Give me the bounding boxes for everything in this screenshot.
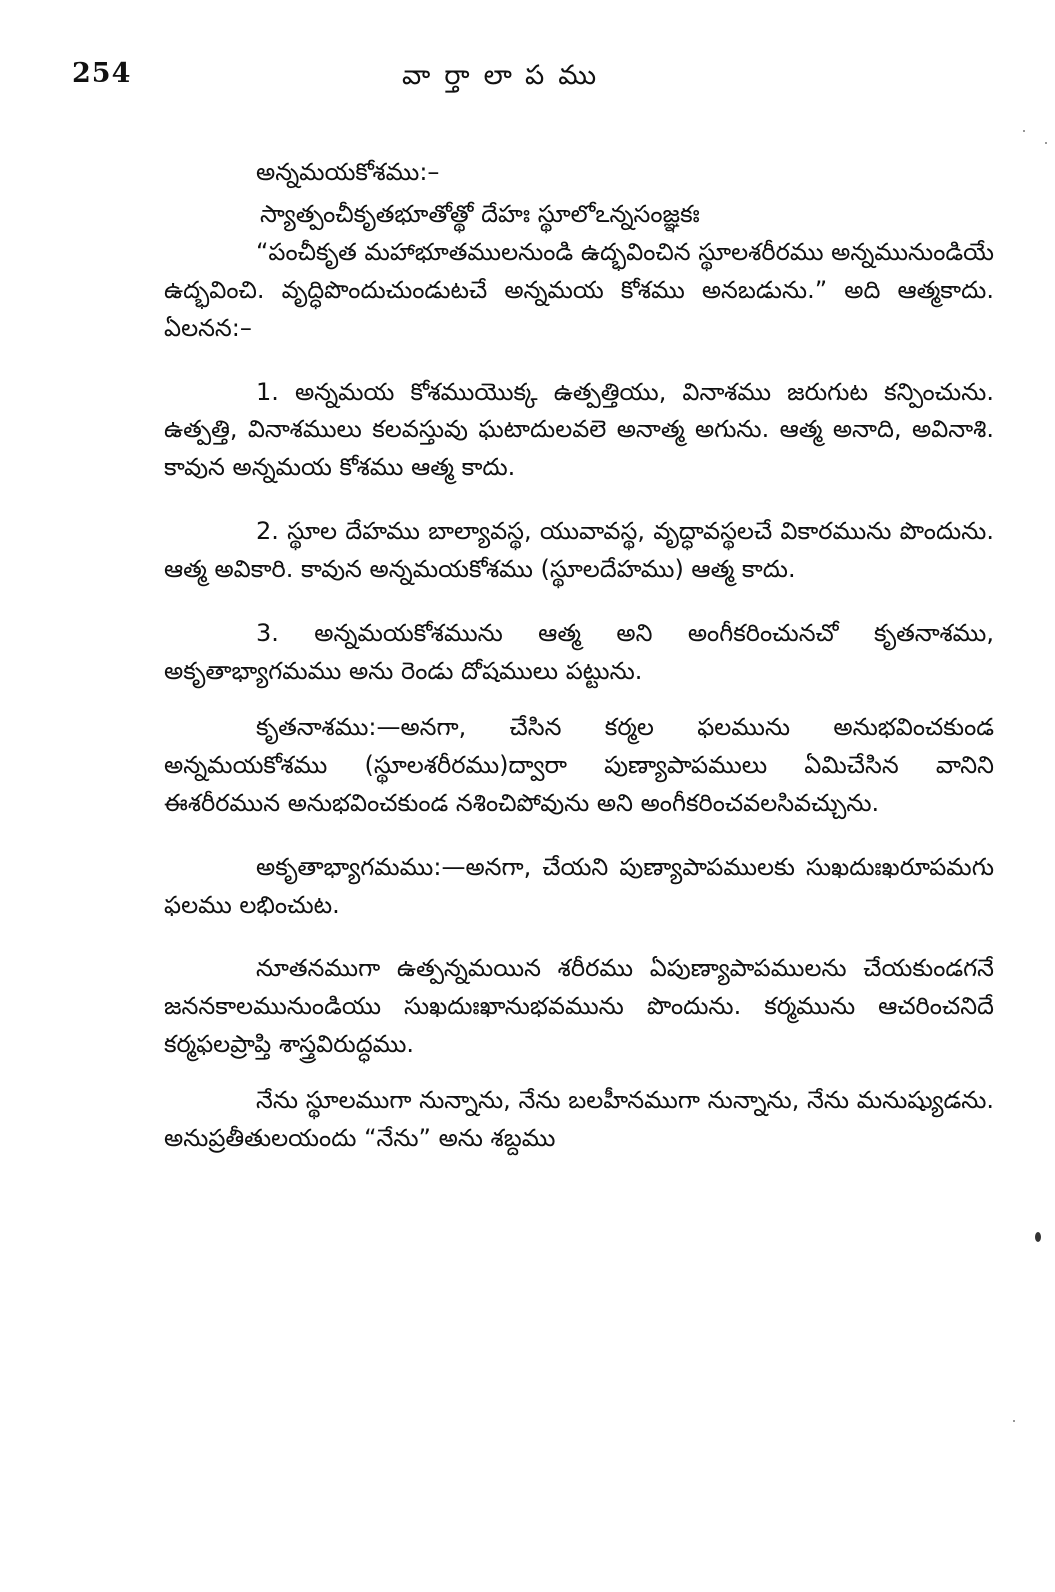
paper-speck xyxy=(1013,1420,1015,1422)
paragraph-akritabhyagama: అకృతాభ్యాగమము:—అనగా, చేయని పుణ్యాపాపములకు సుఖదుఃఖరూపమగు ఫలము లభించుట. xyxy=(164,852,994,919)
paper-speck xyxy=(1045,142,1047,144)
paragraph-definition: “పంచీకృత మహాభూతములనుండి ఉద్భవించిన స్థూలశరీరము అన్నమునుండియే ఉద్భవించి. వృద్ధిపొందుచుండుటచే అన్నమయ కోశము అనబడును.” అది ఆత్మకాదు. ఏలనన:– xyxy=(164,237,994,342)
page-body xyxy=(164,154,994,1158)
paragraph-i-am: నేను స్థూలముగా నున్నాను, నేను బలహీనముగా నున్నాను, నేను మనుష్యుడను. అనుప్రతీతులయందు “నేను” అను శబ్దము xyxy=(164,1086,994,1153)
paragraph-point-3: 3. అన్నమయకోశమును ఆత్మ అని అంగీకరించునచో కృతనాశము, అకృతాభ్యాగమము అను రెండు దోషములు పట్టును. xyxy=(164,619,994,685)
page-number: 254 xyxy=(72,58,132,89)
page-header xyxy=(72,58,905,102)
paper-speck xyxy=(1023,130,1025,132)
paragraph-point-2: 2. స్థూల దేహము బాల్యావస్థ, యువావస్థ, వృద్ధావస్థలచే వికారమును పొందును. ఆత్మ అవికారి. కావున అన్నమయకోశము (స్థూలదేహము) ఆత్మ కాదు. xyxy=(164,517,994,584)
section-heading: అన్నమయకోశము:– xyxy=(256,158,440,186)
running-title: వార్తాలాపము xyxy=(402,60,611,91)
paragraph-new-body: నూతనముగా ఉత్పన్నమయిన శరీరము ఏపుణ్యాపాపములను చేయకుండగనే జననకాలమునుండియు సుఖదుఃఖానుభవమును పొందును. కర్మమును ఆచరించనిదే కర్మఫలప్రాప్తి శాస్త్రవిరుద్ధము. xyxy=(164,954,994,1059)
sanskrit-verse: స్యాత్పంచీకృతభూతోత్థో దేహః స్థూలోఽన్నసంజ్ఞకః xyxy=(260,199,700,228)
paragraph-point-1: 1. అన్నమయ కోశముయొక్క ఉత్పత్తియు, వినాశము జరుగుట కన్పించును. ఉత్పత్తి, వినాశములు కలవస్తువు ఘటాదులవలె అనాత్మ అగును. ఆత్మ అనాది, అవినాశి. కావున అన్నమయ కోశము ఆత్మ కాదు. xyxy=(164,377,994,482)
paragraph-kritanasa: కృతనాశము:—అనగా, చేసిన కర్మల ఫలమును అనుభవించకుండ అన్నమయకోశము (స్థూలశరీరము)ద్వారా పుణ్యాపాపములు ఏమిచేసిన వానిని ఈశరీరమున అనుభవించకుండ నశించిపోవును అని అంగీకరించవలసివచ్చును. xyxy=(164,712,994,817)
ink-mark xyxy=(1035,1232,1041,1242)
